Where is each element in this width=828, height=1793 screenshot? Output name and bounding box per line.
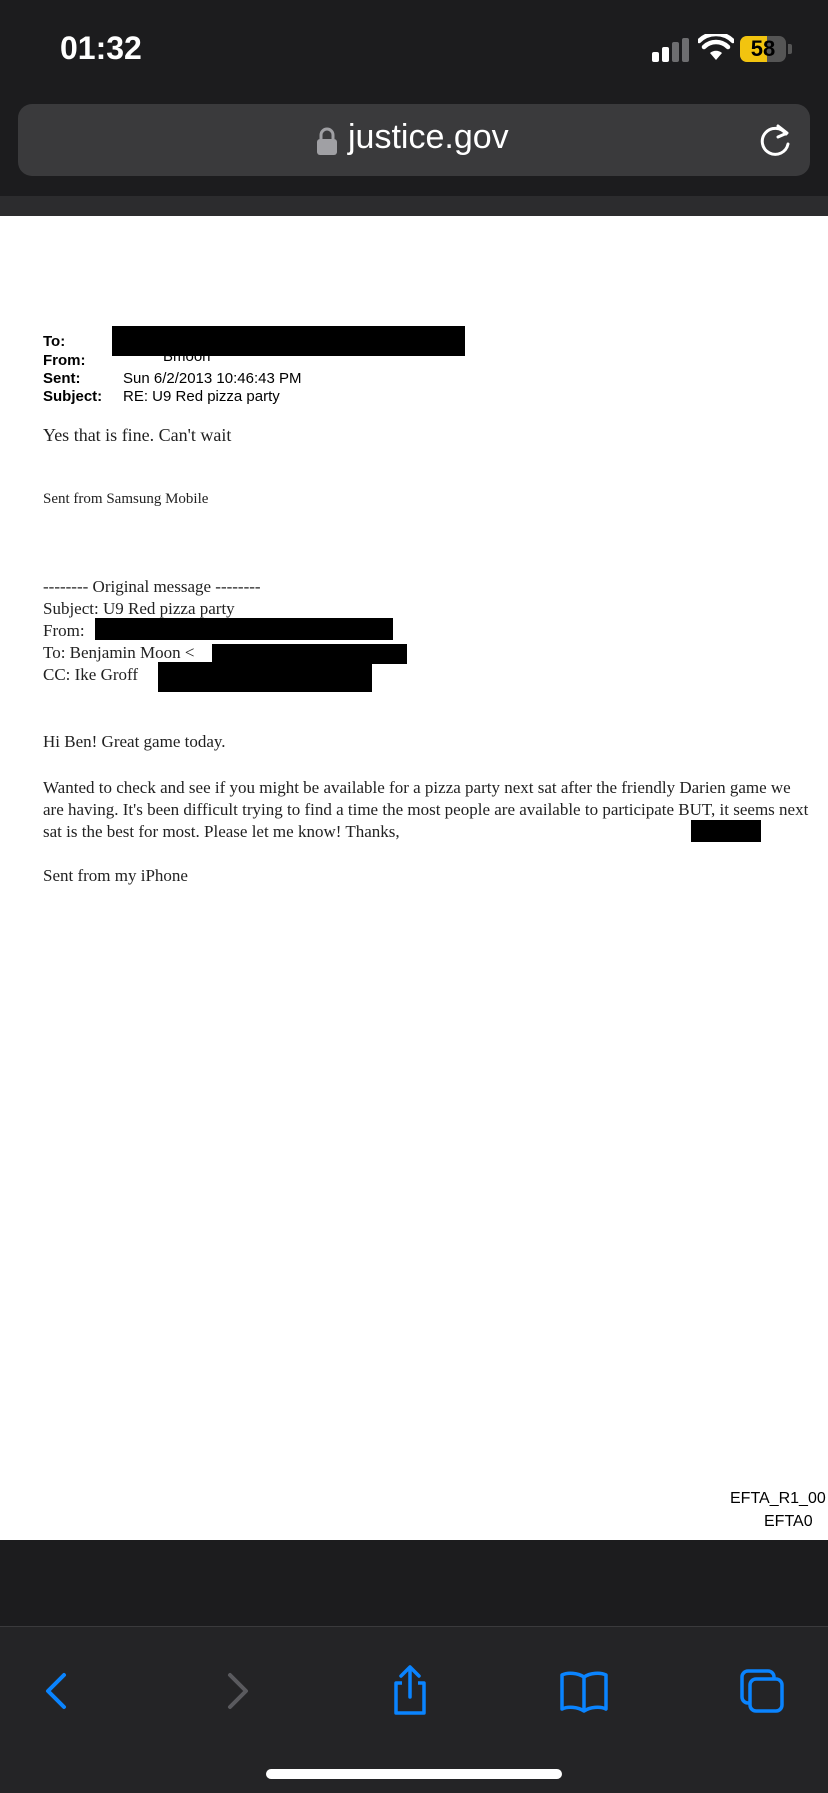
share-icon[interactable]	[380, 1661, 440, 1721]
toolbar-divider	[0, 196, 828, 216]
header-subject: Subject: RE: U9 Red pizza party	[43, 388, 280, 405]
redaction-block	[95, 618, 393, 640]
bates-number-1: EFTA_R1_00	[730, 1490, 826, 1507]
chevron-right-icon[interactable]	[206, 1661, 266, 1721]
reply-text: Yes that is fine. Can't wait	[43, 425, 232, 445]
book-icon[interactable]	[554, 1661, 614, 1721]
header-to: To:	[43, 333, 66, 350]
redaction-block	[212, 644, 407, 664]
reload-icon[interactable]	[756, 120, 794, 160]
bates-number-2: EFTA0	[764, 1513, 813, 1530]
header-from: From: Bmoon	[43, 348, 211, 369]
wifi-icon	[698, 34, 734, 62]
status-time: 01:32	[60, 30, 142, 66]
redaction-block	[691, 820, 761, 842]
lock-icon	[316, 126, 338, 156]
redaction-block	[158, 662, 372, 692]
greeting-text: Hi Ben! Great game today.	[43, 732, 226, 751]
address-bar[interactable]	[18, 104, 810, 176]
header-sent: Sent: Sun 6/2/2013 10:46:43 PM	[43, 370, 302, 387]
tabs-icon[interactable]	[732, 1661, 792, 1721]
original-cc: CC: Ike Groff	[43, 665, 139, 684]
document-page	[0, 216, 828, 1540]
original-from: From:	[43, 621, 85, 640]
chevron-left-icon[interactable]	[28, 1661, 88, 1721]
cellular-signal-icon	[652, 38, 690, 62]
url-text[interactable]: justice.gov	[348, 118, 509, 156]
bottom-toolbar	[0, 1626, 828, 1793]
status-bar	[0, 0, 828, 100]
original-signature: Sent from my iPhone	[43, 866, 188, 885]
original-divider: -------- Original message --------	[43, 577, 261, 596]
battery-percent: 58	[750, 36, 776, 61]
message-body: Wanted to check and see if you might be available for a pizza party next sat after the friendly Darien game we are having. It's been difficult trying to find a time the most people are available to participate BUT, it seems next sat is the best for most. Please let me know! Thanks,	[43, 778, 809, 841]
home-indicator[interactable]	[266, 1769, 562, 1779]
reply-signature: Sent from Samsung Mobile	[43, 491, 209, 507]
original-subject: Subject: U9 Red pizza party	[43, 599, 235, 618]
battery-icon	[740, 36, 792, 62]
original-to: To: Benjamin Moon <	[43, 643, 195, 662]
page-gap	[0, 1540, 828, 1626]
